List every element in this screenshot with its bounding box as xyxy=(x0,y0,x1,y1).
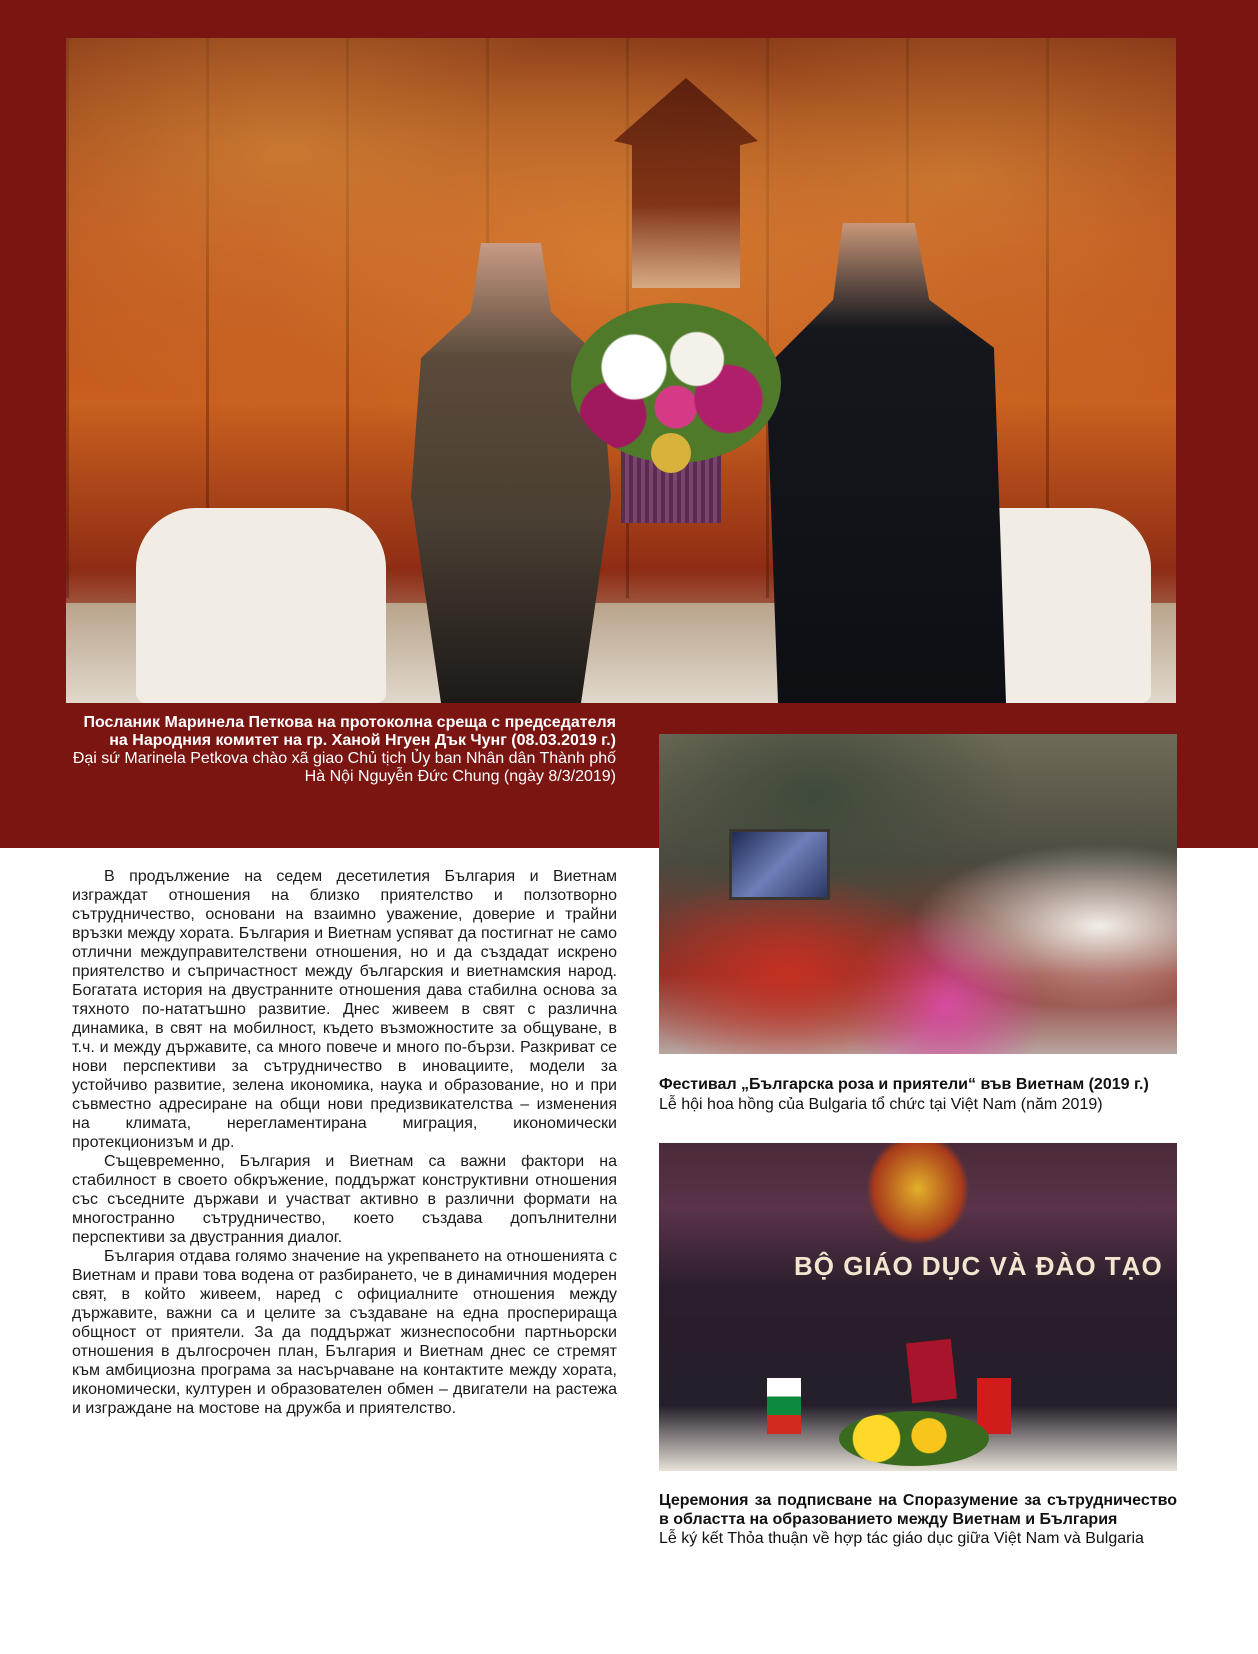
festival-caption-vietnamese: Lễ hội hoa hồng của Bulgaria tổ chức tại Việt Nam (năm 2019) xyxy=(659,1096,1103,1113)
article-body xyxy=(72,867,617,1418)
signing-caption-vietnamese: Lễ ký kết Thỏa thuận về hợp tác giáo dục giữa Việt Nam và Bulgaria xyxy=(659,1530,1144,1547)
chair-left xyxy=(136,508,386,703)
article-paragraph: Същевременно, България и Виетнам са важни фактори на стабилност в своето обкръжение, поддържат конструктивни отношения със съседните държави и участват активно в различни формати на многостранно сътрудничество, което създава допълнителни перспективи за двустранния диалог. xyxy=(72,1153,617,1246)
article-paragraph: В продължение на седем десетилетия България и Виетнам изграждат отношения на близко приятелство и ползотворно сътрудничество, основани на взаимно уважение, доверие и трайни връзки между хората. България и Виетнам успяват да постигнат не само отлични междуправителствени отношения, но и да създадат искрено приятелство и съпричастност между българския и виетнамския народ. Богатата история на двустранните отношения дава стабилна основа за тяхното по-нататъшно развитие. Днес живеем в свят с различна динамика, в свят на мобилност, където възможностите за общуване, в т.ч. и между държавите, са много повече и много по-бързи. Разкриват се нови перспективи за сътрудничество в иновациите, модели за устойчиво развитие, зелена икономика, наука и образование, но и при съвместно адресиране на общи нови предизвикателства – изменения на климата, нерегламентирана миграция, икономически протекционизъм и др. xyxy=(72,868,617,1151)
main-photo-caption xyxy=(66,714,616,786)
signing-photo xyxy=(659,1143,1177,1471)
bulgarian-flag xyxy=(767,1378,801,1434)
signing-caption-bulgarian: Церемония за подписване на Споразумение за сътрудничество в областта на образованието между Виетнам и България xyxy=(659,1492,1177,1528)
festival-photo xyxy=(659,734,1177,1054)
main-photo xyxy=(66,38,1176,703)
festival-caption-bulgarian: Фестивал „Българска роза и приятели“ във Виетнам (2019 г.) xyxy=(659,1076,1149,1093)
painting-on-easel xyxy=(729,829,830,900)
vietnamese-flag xyxy=(977,1378,1011,1434)
main-caption-vietnamese: Đại sứ Marinela Petkova chào xã giao Chủ tịch Ủy ban Nhân dân Thành phố Hà Nội Nguyễn Đức Chung (ngày 8/3/2019) xyxy=(72,750,616,785)
festival-photo-caption xyxy=(659,1075,1199,1115)
ministry-banner: BỘ GIÁO DỤC VÀ ĐÀO TẠO xyxy=(794,1251,1163,1281)
signing-folder xyxy=(906,1339,957,1403)
ribbon-bow xyxy=(651,433,691,473)
signing-photo-caption xyxy=(659,1491,1177,1548)
table-flowers xyxy=(839,1411,989,1466)
article-paragraph: България отдава голямо значение на укрепването на отношенията с Виетнам и прави това водена от разбирането, че в динамичния модерен свят, в който живеем, наред с официалните отношения между държавите, важни са и целите за създаване на една просперираща общност от приятели. За да поддържат жизнеспособни партньорски отношения в дългосрочен план, България и Виетнам днес се стремят към амбициозна програма за насърчаване на контактите между хората, икономически, културен и образователен обмен – двигатели на растежа и изграждане на мостове на дружба и приятелство. xyxy=(72,1248,617,1417)
main-caption-bulgarian: Посланик Маринела Петкова на протоколна среща с председателя на Народния комитет на гр. Ханой Нгуен Дък Чунг (08.03.2019 г.) xyxy=(83,714,616,749)
